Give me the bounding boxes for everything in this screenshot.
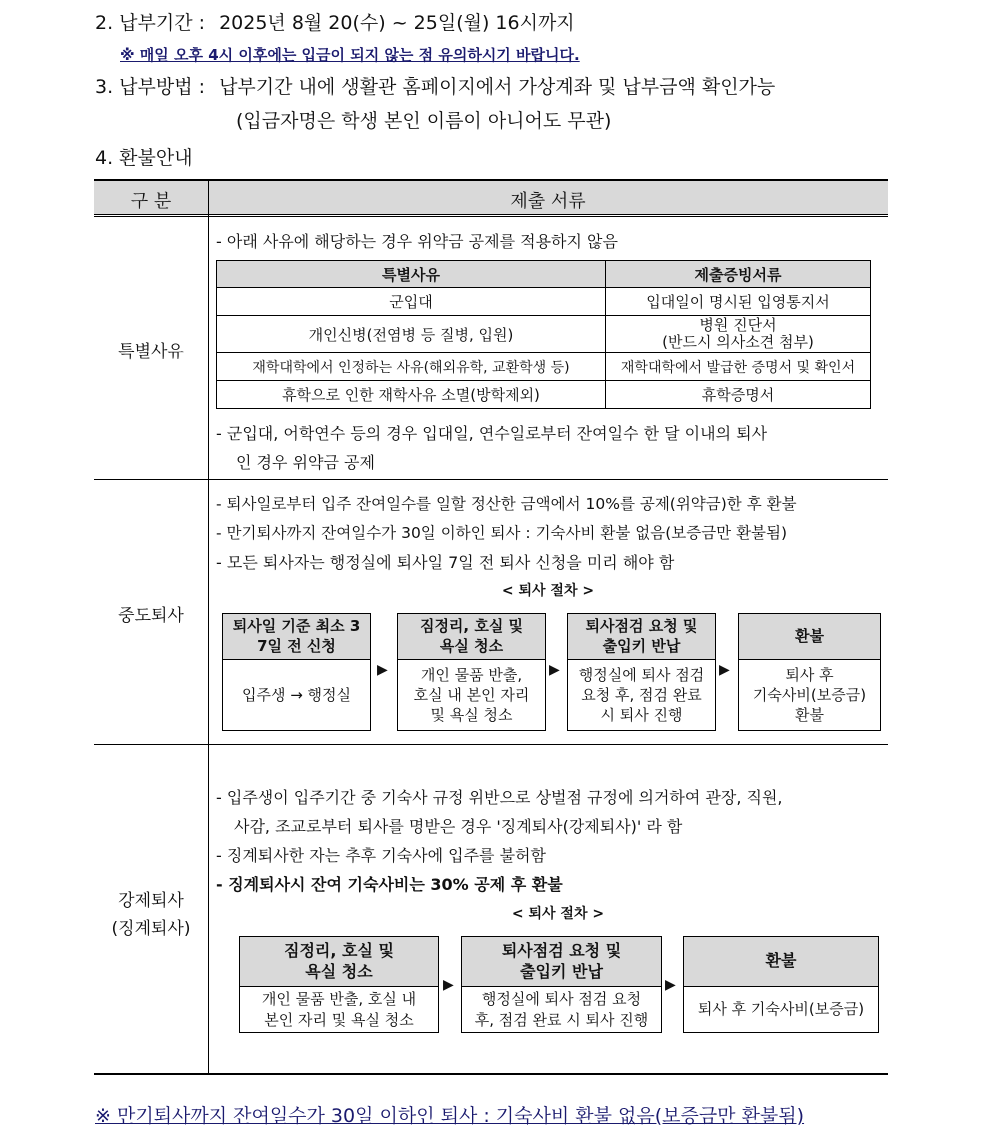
forced-label-2: (징계퇴사) bbox=[111, 919, 191, 939]
triangle-right-icon: ▶ bbox=[443, 977, 454, 993]
triangle-right-icon: ▶ bbox=[719, 662, 730, 678]
step-body: 퇴사 후 기숙사비(보증금) bbox=[697, 1000, 865, 1019]
midway-step-1 bbox=[222, 613, 371, 731]
section-3-value: 납부기간 내에 생활관 홈페이지에서 가상계좌 및 납부금액 확인가능 bbox=[219, 76, 776, 98]
step-head: 짐정리, 호실 및 욕실 청소 bbox=[398, 614, 545, 660]
midway-line-3: - 모든 퇴사자는 행정실에 퇴사일 7일 전 퇴사 신청을 미리 해야 함 bbox=[216, 553, 675, 572]
step-body: 개인 물품 반출, 호실 내 본인 자리 및 욕실 청소 bbox=[413, 665, 530, 725]
midway-step-4 bbox=[738, 613, 881, 731]
doc-cell: 재학대학에서 발급한 증명서 및 확인서 bbox=[606, 353, 871, 381]
midway-step-2 bbox=[397, 613, 546, 731]
section-2-note: ※ 매일 오후 4시 이후에는 입금이 되지 않는 점 유의하시기 바랍니다. bbox=[120, 46, 580, 64]
forced-label-1: 강제퇴사 bbox=[118, 891, 184, 911]
triangle-right-icon: ▶ bbox=[665, 977, 676, 993]
section-2 bbox=[95, 8, 575, 35]
step-body: 행정실에 퇴사 점검 요청 후, 점검 완료 시 퇴사 진행 bbox=[474, 990, 649, 1029]
doc-cell: 입대일이 명시된 입영통지서 bbox=[606, 288, 871, 316]
triangle-right-icon: ▶ bbox=[549, 662, 560, 678]
table-row bbox=[217, 381, 871, 409]
reason-cell: 군입대 bbox=[217, 288, 606, 316]
midway-label: 중도퇴사 bbox=[118, 606, 184, 626]
special-intro: - 아래 사유에 해당하는 경우 위약금 공제를 적용하지 않음 bbox=[216, 232, 618, 251]
doc-cell: 휴학증명서 bbox=[606, 381, 871, 409]
inner-header-docs: 제출증빙서류 bbox=[606, 261, 871, 288]
doc-cell: 병원 진단서 (반드시 의사소견 첨부) bbox=[606, 316, 871, 353]
step-head: 짐정리, 호실 및 욕실 청소 bbox=[240, 937, 438, 987]
inner-header-reason: 특별사유 bbox=[217, 261, 606, 288]
section-4-label: 4. 환불안내 bbox=[95, 147, 193, 169]
row-divider-1 bbox=[94, 479, 888, 480]
step-head: 퇴사점검 요청 및 출입키 반납 bbox=[462, 937, 661, 987]
section-3 bbox=[95, 72, 775, 99]
special-footer-1: - 군입대, 어학연수 등의 경우 입대일, 연수일로부터 잔여일수 한 달 이내의 퇴사 bbox=[216, 424, 768, 443]
midway-step-3 bbox=[567, 613, 716, 731]
special-label: 특별사유 bbox=[118, 342, 184, 362]
col2-header: 제출 서류 bbox=[510, 191, 586, 212]
step-body: 행정실에 퇴사 점검 요청 후, 점검 완료 시 퇴사 진행 bbox=[578, 665, 705, 725]
col1-header: 구 분 bbox=[130, 191, 172, 212]
section-2-label: 2. 납부기간 : bbox=[95, 12, 206, 34]
forced-step-1 bbox=[239, 936, 439, 1033]
reason-cell: 개인신병(전염병 등 질병, 입원) bbox=[217, 316, 606, 353]
midway-proc-title: < 퇴사 절차 > bbox=[501, 583, 595, 599]
step-head: 퇴사점검 요청 및 출입키 반납 bbox=[568, 614, 715, 660]
forced-line-2: - 징계퇴사한 자는 추후 기숙사에 입주를 불허함 bbox=[216, 846, 546, 865]
column-divider bbox=[208, 181, 209, 1074]
step-body: 개인 물품 반출, 호실 내 본인 자리 및 욕실 청소 bbox=[261, 990, 417, 1029]
row-divider-2 bbox=[94, 744, 888, 745]
section-3-label: 3. 납부방법 : bbox=[95, 76, 206, 98]
section-2-value: 2025년 8월 20(수) ~ 25일(월) 16시까지 bbox=[219, 12, 575, 34]
table-row bbox=[217, 353, 871, 381]
section-3-value-2: (입금자명은 학생 본인 이름이 아니어도 무관) bbox=[236, 110, 612, 132]
forced-line-1b: 사감, 조교로부터 퇴사를 명받은 경우 '징계퇴사(강제퇴사)' 라 함 bbox=[234, 817, 683, 836]
forced-line-3: - 징계퇴사시 잔여 기숙사비는 30% 공제 후 환불 bbox=[216, 875, 563, 894]
inner-header-row bbox=[217, 261, 871, 288]
step-head: 환불 bbox=[684, 937, 878, 987]
forced-proc-title: < 퇴사 절차 > bbox=[511, 906, 605, 922]
bottom-note: ※ 만기퇴사까지 잔여일수가 30일 이하인 퇴사 : 기숙사비 환불 없음(보증금만 환불됨) bbox=[95, 1105, 805, 1127]
table-row bbox=[217, 288, 871, 316]
header-divider bbox=[94, 214, 888, 215]
step-head: 퇴사일 기준 최소 3 7일 전 신청 bbox=[223, 614, 370, 660]
triangle-right-icon: ▶ bbox=[377, 662, 388, 678]
midway-line-2: - 만기퇴사까지 잔여일수가 30일 이하인 퇴사 : 기숙사비 환불 없음(보증금만 환불됨) bbox=[216, 524, 788, 542]
midway-line-1: - 퇴사일로부터 입주 잔여일수를 일할 정산한 금액에서 10%를 공제(위약금)한 후 환불 bbox=[216, 495, 797, 513]
forced-line-1: - 입주생이 입주기간 중 기숙사 규정 위반으로 상벌점 규정에 의거하여 관장, 직원, bbox=[216, 788, 783, 807]
step-body: 입주생 → 행정실 bbox=[241, 685, 352, 704]
reason-cell: 휴학으로 인한 재학사유 소멸(방학제외) bbox=[217, 381, 606, 409]
special-reasons-table bbox=[216, 260, 871, 409]
step-head: 환불 bbox=[739, 614, 880, 660]
reason-cell: 재학대학에서 인정하는 사유(해외유학, 교환학생 등) bbox=[217, 353, 606, 381]
step-body: 퇴사 후 기숙사비(보증금) 환불 bbox=[752, 665, 867, 725]
forced-step-2 bbox=[461, 936, 662, 1033]
table-row bbox=[217, 316, 871, 353]
header-divider-double bbox=[94, 216, 888, 217]
table-bottom-border bbox=[94, 1073, 888, 1075]
special-footer-2: 인 경우 위약금 공제 bbox=[236, 453, 375, 472]
forced-step-3 bbox=[683, 936, 879, 1033]
